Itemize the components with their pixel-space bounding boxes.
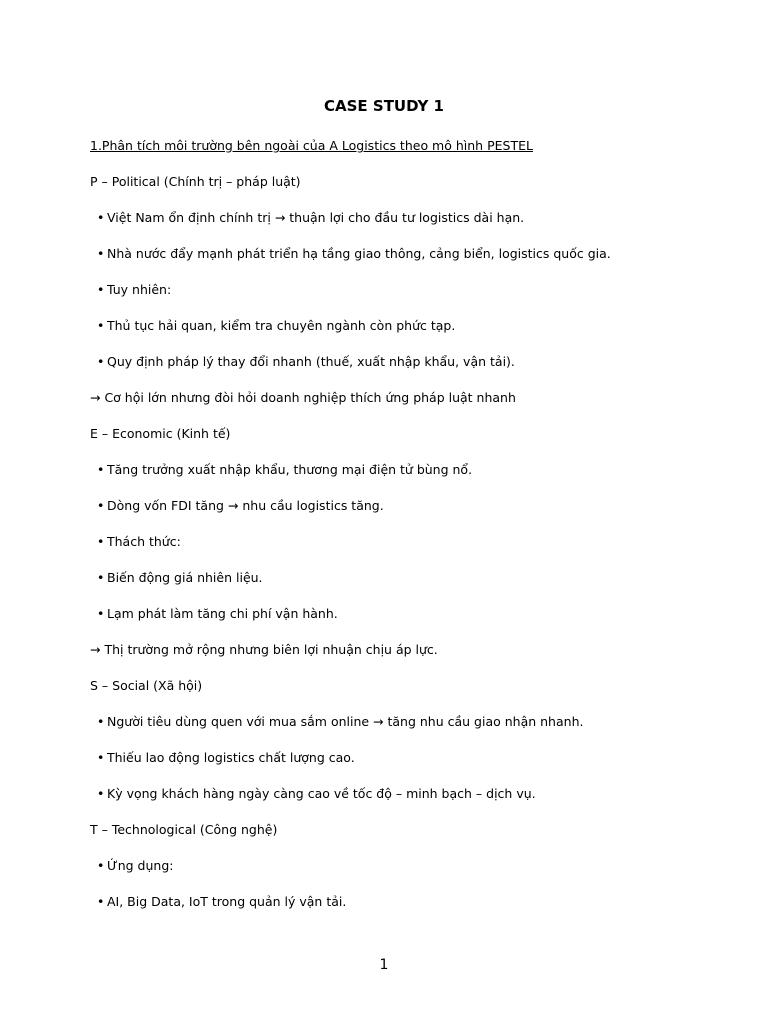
bullet-item — [90, 712, 730, 748]
line-text: Biến động giá nhiên liệu. — [107, 570, 263, 585]
line-text: Nhà nước đẩy mạnh phát triển hạ tầng giao thông, cảng biển, logistics quốc gia. — [107, 246, 611, 261]
page-number: 1 — [379, 957, 389, 973]
pestel-factor-heading — [90, 424, 730, 460]
line-text: Thiếu lao động logistics chất lượng cao. — [107, 750, 355, 765]
bullet-icon: • — [97, 750, 105, 765]
bullet-item — [90, 208, 730, 244]
conclusion-line — [90, 388, 730, 424]
bullet-icon: • — [97, 714, 105, 729]
bullet-item — [90, 316, 730, 352]
pestel-factor-heading — [90, 820, 730, 856]
pestel-factor-heading — [90, 172, 730, 208]
section-heading — [90, 136, 730, 172]
bullet-item — [90, 568, 730, 604]
bullet-icon: • — [97, 210, 105, 225]
line-text: Tăng trưởng xuất nhập khẩu, thương mại điện tử bùng nổ. — [107, 462, 473, 477]
line-text: → Thị trường mở rộng nhưng biên lợi nhuận chịu áp lực. — [90, 642, 438, 657]
bullet-item — [90, 784, 730, 820]
line-text: Thủ tục hải quan, kiểm tra chuyên ngành còn phức tạp. — [107, 318, 456, 333]
line-text: Dòng vốn FDI tăng → nhu cầu logistics tăng. — [107, 498, 384, 513]
document-body — [90, 136, 730, 928]
bullet-icon: • — [97, 894, 105, 909]
bullet-item — [90, 352, 730, 388]
line-text: Quy định pháp lý thay đổi nhanh (thuế, xuất nhập khẩu, vận tải). — [107, 354, 515, 369]
bullet-item — [90, 460, 730, 496]
bullet-item — [90, 604, 730, 640]
document-title: CASE STUDY 1 — [324, 97, 444, 115]
bullet-item — [90, 856, 730, 892]
bullet-item — [90, 496, 730, 532]
line-text: E – Economic (Kinh tế) — [90, 426, 231, 441]
bullet-icon: • — [97, 786, 105, 801]
line-text: Ứng dụng: — [107, 858, 174, 873]
line-text: → Cơ hội lớn nhưng đòi hỏi doanh nghiệp thích ứng pháp luật nhanh — [90, 390, 516, 405]
line-text: AI, Big Data, IoT trong quản lý vận tải. — [107, 894, 347, 909]
bullet-icon: • — [97, 246, 105, 261]
bullet-icon: • — [97, 498, 105, 513]
bullet-item — [90, 244, 730, 280]
bullet-icon: • — [97, 318, 105, 333]
bullet-item — [90, 748, 730, 784]
line-text: Người tiêu dùng quen với mua sắm online → tăng nhu cầu giao nhận nhanh. — [107, 714, 584, 729]
bullet-item — [90, 280, 730, 316]
bullet-icon: • — [97, 534, 105, 549]
bullet-icon: • — [97, 570, 105, 585]
bullet-icon: • — [97, 606, 105, 621]
bullet-icon: • — [97, 282, 105, 297]
line-text: S – Social (Xã hội) — [90, 678, 203, 693]
conclusion-line — [90, 640, 730, 676]
line-text: Việt Nam ổn định chính trị → thuận lợi cho đầu tư logistics dài hạn. — [107, 210, 525, 225]
line-text: Kỳ vọng khách hàng ngày càng cao về tốc độ – minh bạch – dịch vụ. — [107, 786, 536, 801]
line-text: T – Technological (Công nghệ) — [90, 822, 278, 837]
bullet-icon: • — [97, 462, 105, 477]
bullet-item — [90, 532, 730, 568]
bullet-item — [90, 892, 730, 928]
line-text: 1.Phân tích môi trường bên ngoài của A Logistics theo mô hình PESTEL — [90, 138, 533, 153]
pestel-factor-heading — [90, 676, 730, 712]
bullet-icon: • — [97, 354, 105, 369]
line-text: Tuy nhiên: — [107, 282, 172, 297]
line-text: Lạm phát làm tăng chi phí vận hành. — [107, 606, 338, 621]
bullet-icon: • — [97, 858, 105, 873]
line-text: Thách thức: — [107, 534, 181, 549]
line-text: P – Political (Chính trị – pháp luật) — [90, 174, 301, 189]
